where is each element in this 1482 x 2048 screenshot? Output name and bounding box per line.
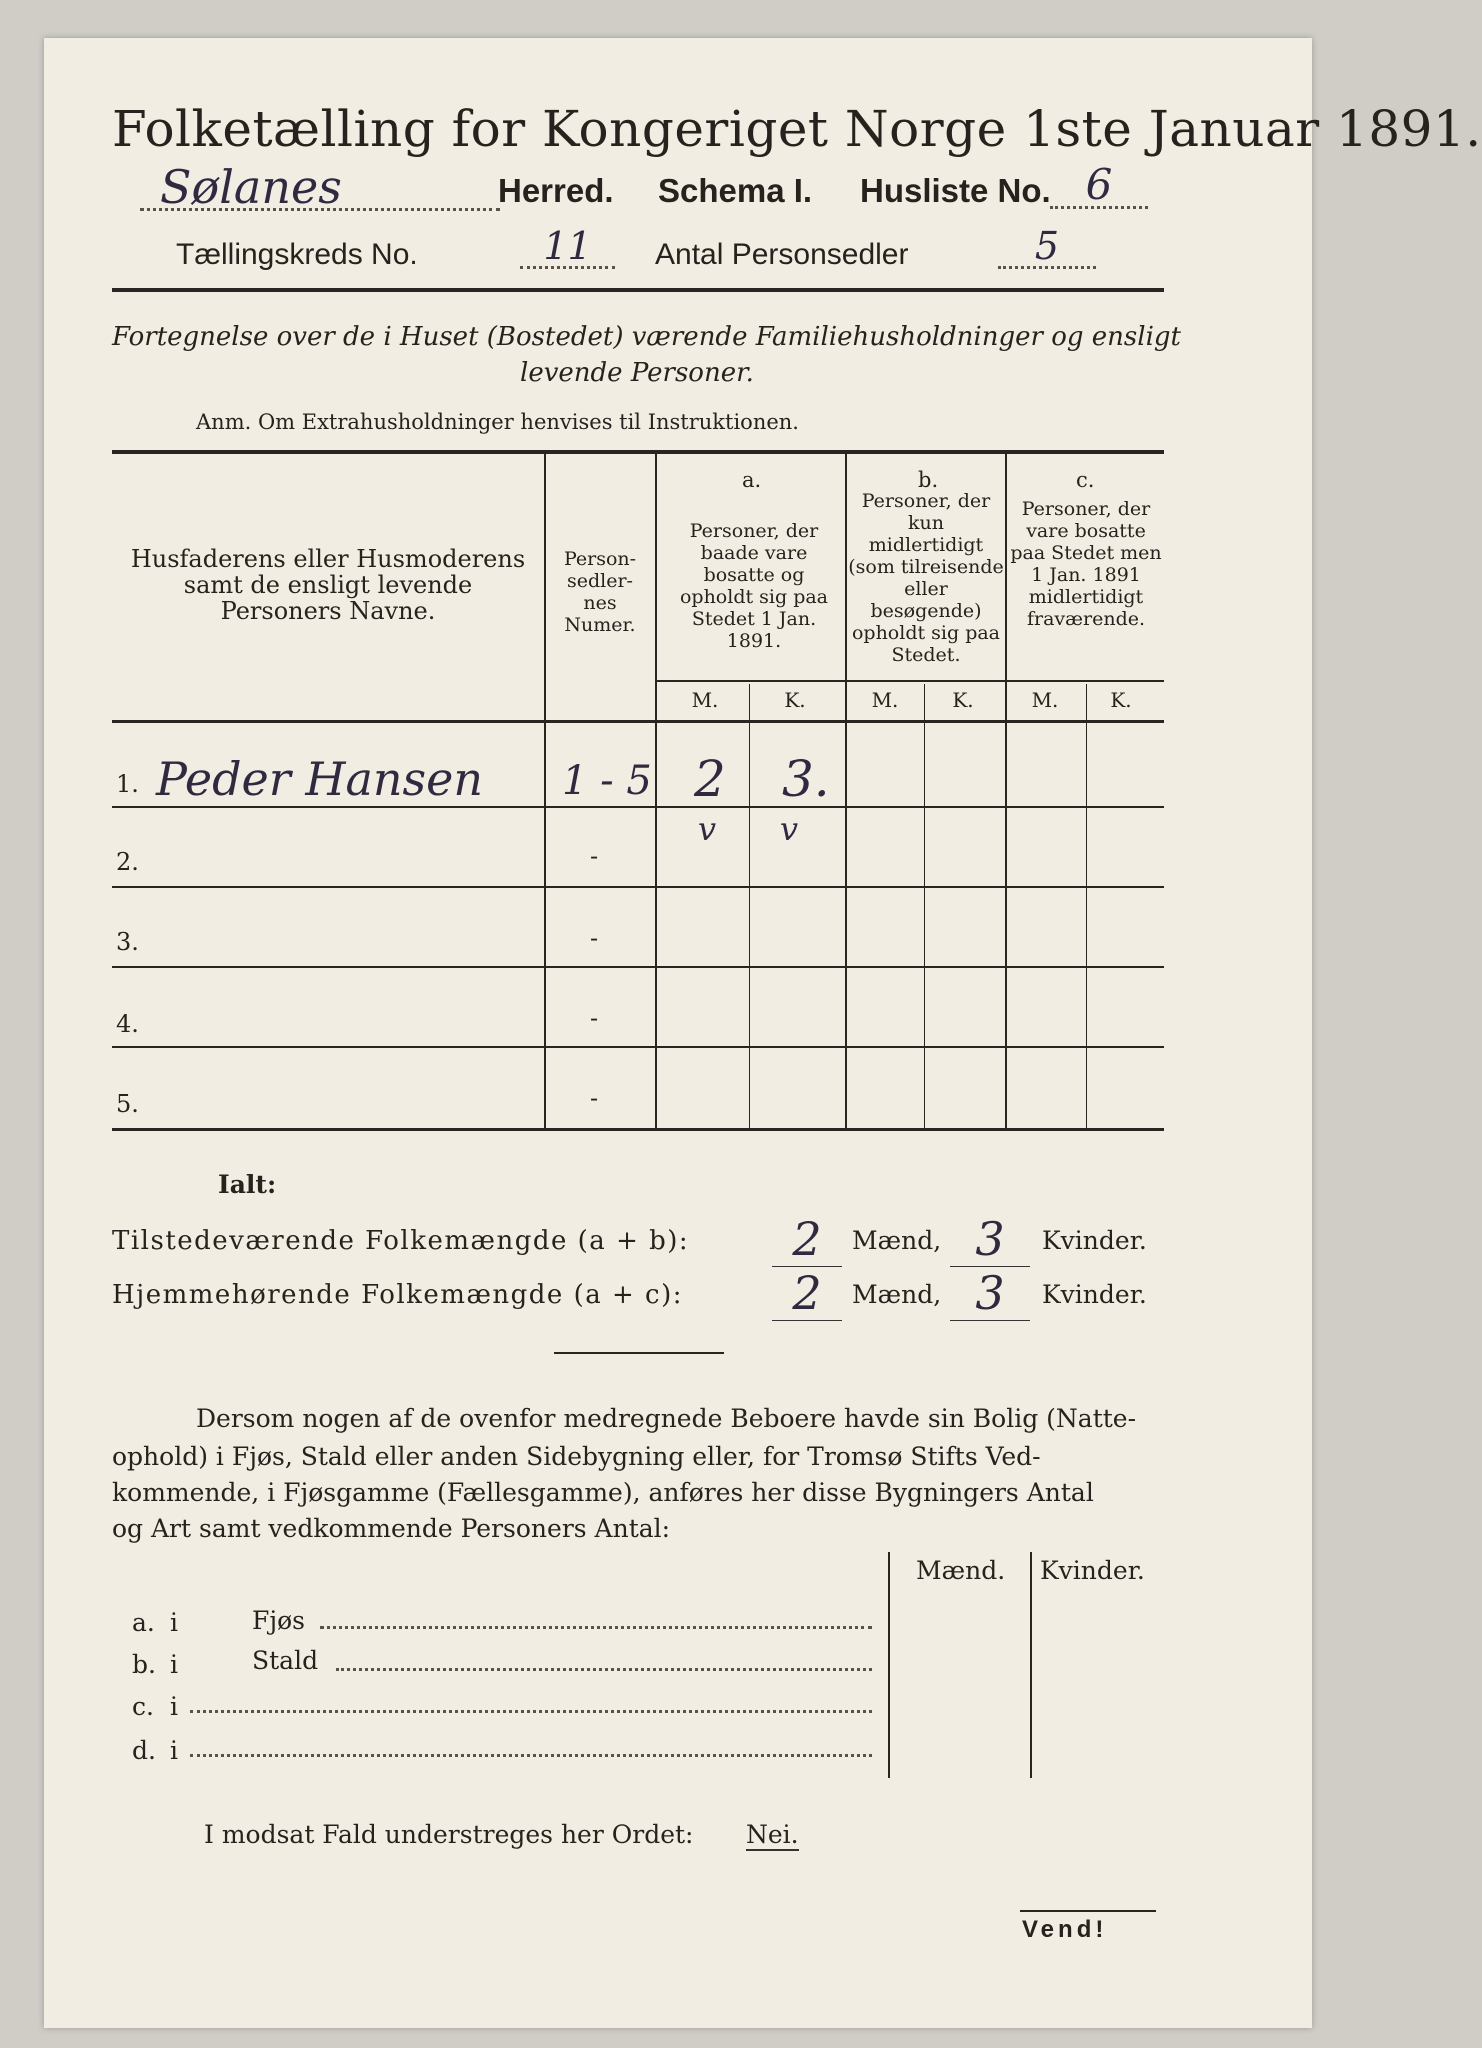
- b-m-label: M.: [871, 688, 899, 712]
- bldg-c-i: i: [170, 1692, 178, 1721]
- a-k-label: K.: [784, 688, 806, 712]
- bldg-a-i: i: [170, 1608, 178, 1637]
- col-header-a: Personer, der baade vare bosatte og opholdt sig paa Stedet 1 Jan. 1891.: [679, 520, 829, 652]
- mk-rule: [656, 680, 1164, 682]
- tilstede-kvinder: Kvinder.: [1042, 1226, 1147, 1255]
- antal-value: 5: [998, 224, 1096, 269]
- col-header-names: Husfaderens eller Husmoderens samt de ensligt levende Personers Navne.: [130, 545, 526, 625]
- tilstede-label: Tilstedeværende Folkemængde (a + b):: [112, 1226, 690, 1256]
- hjemme-kvinder-value: 3: [950, 1266, 1030, 1321]
- bldg-d-dots: [190, 1750, 872, 1757]
- tilstede-maend: Mænd,: [852, 1226, 942, 1255]
- kreds-value: 11: [520, 224, 615, 269]
- paragraph-line-3: kommende, i Fjøsgamme (Fællesgamme), anføres her disse Bygningers Antal: [112, 1478, 1094, 1507]
- modsat-word: Nei.: [746, 1820, 799, 1849]
- schema-label: Schema I.: [658, 172, 813, 209]
- col-divider-4: [1005, 454, 1007, 1128]
- anm-note: Anm. Om Extrahusholdninger henvises til Instruktionen.: [196, 410, 799, 434]
- vend-rule: [1020, 1910, 1156, 1912]
- hjemme-kvinder: Kvinder.: [1042, 1280, 1147, 1309]
- row-1-a-k-check: v: [780, 810, 799, 848]
- husliste-value: 6: [1050, 160, 1148, 209]
- section-divider: [554, 1352, 724, 1354]
- bldg-a-letter: a.: [132, 1608, 155, 1637]
- paragraph-line-2: ophold) i Fjøs, Stald eller anden Sidebygning eller, for Tromsø Stifts Ved-: [112, 1442, 1041, 1471]
- col-divider-1: [544, 454, 546, 1128]
- bldg-maend-header: Mænd.: [916, 1556, 1006, 1585]
- mk-divider-c: [1086, 684, 1087, 1128]
- c-k-label: K.: [1110, 688, 1132, 712]
- herred-value: Sølanes: [140, 160, 500, 211]
- col-divider-2: [655, 454, 657, 1128]
- hjemme-maend-value: 2: [772, 1266, 842, 1321]
- intro-line-2: levende Personer.: [520, 358, 754, 388]
- row-2-numer: -: [590, 842, 599, 870]
- row-4-no: 4.: [116, 1010, 139, 1038]
- row-line-4: [112, 1046, 1164, 1048]
- col-c-letter: c.: [1076, 468, 1095, 492]
- row-1-name: Peder Hansen: [156, 752, 484, 806]
- vend-label: Vend!: [1022, 1916, 1108, 1943]
- row-3-numer: -: [590, 924, 599, 952]
- bldg-a-dots: [320, 1622, 872, 1629]
- row-4-numer: -: [590, 1004, 599, 1032]
- bldg-kvinder-header: Kvinder.: [1040, 1556, 1145, 1585]
- col-header-numer: Person-sedler-nes Numer.: [563, 548, 637, 636]
- row-1-a-k: 3.: [782, 750, 830, 808]
- mk-divider-a: [749, 684, 750, 1128]
- paragraph-line-1: Dersom nogen af de ovenfor medregnede Beboere havde sin Bolig (Natte-: [196, 1404, 1137, 1433]
- tilstede-kvinder-value: 3: [950, 1212, 1030, 1267]
- c-m-label: M.: [1031, 688, 1059, 712]
- a-m-label: M.: [691, 688, 719, 712]
- tilstede-maend-value: 2: [772, 1212, 842, 1267]
- bldg-b-label: Stald: [252, 1646, 319, 1675]
- row-line-3: [112, 966, 1164, 968]
- herred-label: Herred.: [498, 172, 614, 209]
- bldg-divider-1: [888, 1552, 890, 1778]
- hjemme-maend: Mænd,: [852, 1280, 942, 1309]
- form-title: Folketælling for Kongeriget Norge 1ste Januar 1891.: [112, 100, 1482, 158]
- bldg-b-letter: b.: [132, 1650, 156, 1679]
- husliste-label: Husliste No.: [860, 172, 1051, 209]
- bldg-c-letter: c.: [132, 1692, 154, 1721]
- bldg-d-i: i: [170, 1736, 178, 1765]
- mk-divider-b: [924, 684, 925, 1128]
- bldg-c-dots: [190, 1706, 872, 1713]
- row-1-a-m-check: v: [698, 810, 717, 848]
- bldg-b-dots: [336, 1664, 872, 1671]
- col-header-c: Personer, der vare bosatte paa Stedet men 1 Jan. 1891 midlertidigt fraværende.: [1010, 498, 1162, 630]
- bldg-d-letter: d.: [132, 1736, 156, 1765]
- antal-label: Antal Personsedler: [655, 238, 909, 271]
- hjemme-label: Hjemmehørende Folkemængde (a + c):: [112, 1280, 683, 1310]
- col-divider-3: [845, 454, 847, 1128]
- col-b-letter: b.: [918, 468, 939, 492]
- row-1-numer: 1 - 5: [562, 758, 652, 804]
- paragraph-line-4: og Art samt vedkommende Personers Antal:: [112, 1514, 671, 1543]
- row-1-no: 1.: [116, 770, 139, 798]
- header-rule: [112, 288, 1164, 292]
- intro-line-1: Fortegnelse over de i Huset (Bostedet) værende Familiehusholdninger og ensligt: [112, 322, 1181, 352]
- row-5-no: 5.: [116, 1090, 139, 1118]
- bldg-b-i: i: [170, 1650, 178, 1679]
- col-header-b: Personer, der kun midlertidigt (som tilreisende eller besøgende) opholdt sig paa Stedet.: [848, 490, 1004, 666]
- ialt-label: Ialt:: [218, 1170, 277, 1199]
- kreds-label: Tællingskreds No.: [176, 238, 418, 271]
- row-2-no: 2.: [116, 848, 139, 876]
- bldg-a-label: Fjøs: [252, 1606, 305, 1635]
- row-5-numer: -: [590, 1084, 599, 1112]
- col-a-letter: a.: [742, 468, 762, 492]
- modsat-text: I modsat Fald understreges her Ordet:: [204, 1820, 694, 1849]
- row-line-2: [112, 886, 1164, 888]
- row-line-1b: [546, 806, 1164, 808]
- row-3-no: 3.: [116, 928, 139, 956]
- row-1-a-m: 2: [694, 750, 726, 808]
- b-k-label: K.: [952, 688, 974, 712]
- table-bottom-rule: [112, 1128, 1164, 1131]
- bldg-divider-2: [1030, 1552, 1032, 1778]
- row-line-1: [112, 806, 544, 808]
